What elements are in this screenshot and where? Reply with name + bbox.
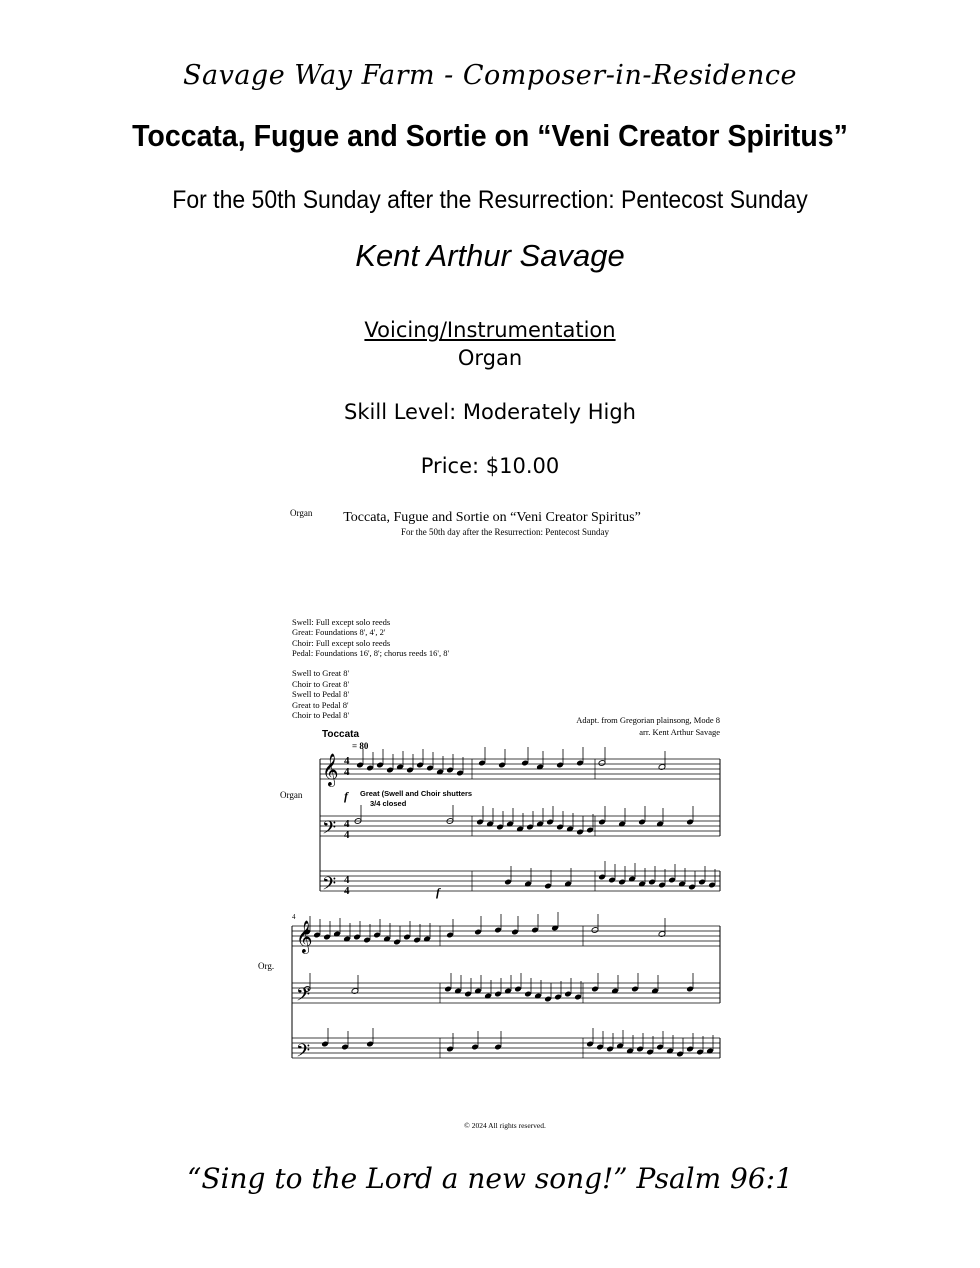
coupler-line: Swell to Great 8' — [292, 668, 350, 678]
measure-number: 4 — [292, 913, 296, 921]
footer-quote: “Sing to the Lord a new song!” Psalm 96:1 — [187, 1162, 793, 1195]
composer-name: Kent Arthur Savage — [355, 238, 625, 273]
manual-instruction: Great (Swell and Choir shutters — [360, 789, 473, 798]
clefs — [296, 753, 339, 1066]
score-preview — [250, 498, 750, 1138]
registration-list — [292, 617, 449, 658]
bass-clef: 𝄢 — [296, 1041, 311, 1066]
bass-clef: 𝄢 — [322, 874, 337, 899]
section-label: Toccata — [322, 729, 360, 740]
svg-text:4: 4 — [344, 755, 350, 767]
time-signatures — [344, 755, 350, 897]
staff-label: Organ — [280, 790, 303, 800]
svg-text:4: 4 — [344, 874, 350, 886]
score-instrument-tag: Organ — [290, 508, 313, 518]
tempo-marking: = 80 — [352, 741, 369, 751]
staff-system — [292, 759, 720, 1058]
arranger-note: arr. Kent Arthur Savage — [639, 727, 720, 737]
registration-line: Swell: Full except solo reeds — [292, 617, 391, 627]
bass-clef: 𝄢 — [322, 818, 337, 843]
manual-instruction: 3/4 closed — [370, 799, 407, 808]
score-subtitle: For the 50th day after the Resurrection: Pentecost Sunday — [401, 527, 609, 537]
brand-line: Savage Way Farm - Composer-in-Residence — [182, 60, 798, 91]
source-note: Adapt. from Gregorian plainsong, Mode 8 — [576, 715, 720, 725]
bass-clef: 𝄢 — [296, 985, 311, 1010]
voicing-value: Organ — [457, 346, 523, 370]
svg-text:4: 4 — [344, 829, 350, 841]
score-title: Toccata, Fugue and Sortie on “Veni Creator Spiritus” — [343, 510, 641, 525]
treble-clef: 𝄞 — [296, 920, 313, 953]
svg-text:4: 4 — [344, 818, 350, 830]
skill-level: Skill Level: Moderately High — [344, 400, 636, 424]
page-title: Toccata, Fugue and Sortie on “Veni Creator Spiritus” — [132, 118, 848, 153]
coupler-line: Choir to Great 8' — [292, 679, 350, 689]
staff-label: Org. — [258, 961, 275, 971]
treble-clef: 𝄞 — [322, 753, 339, 786]
page-subtitle: For the 50th Sunday after the Resurrection: Pentecost Sunday — [172, 186, 808, 214]
svg-text:4: 4 — [344, 885, 350, 897]
price: Price: $10.00 — [420, 454, 560, 478]
coupler-list — [292, 668, 349, 720]
registration-line: Great: Foundations 8', 4', 2' — [292, 627, 386, 637]
coupler-line: Choir to Pedal 8' — [292, 710, 350, 720]
dynamic-marking: f — [344, 789, 348, 803]
voicing-label: Voicing/Instrumentation — [364, 318, 616, 342]
registration-line: Pedal: Foundations 16', 8'; chorus reeds 16', 8' — [292, 648, 449, 658]
copyright-notice: © 2024 All rights reserved. — [464, 1121, 546, 1130]
pedal-dynamic: f — [436, 885, 440, 899]
coupler-line: Great to Pedal 8' — [292, 700, 349, 710]
coupler-line: Swell to Pedal 8' — [292, 689, 350, 699]
registration-line: Choir: Full except solo reeds — [292, 638, 391, 648]
svg-text:4: 4 — [344, 766, 350, 778]
